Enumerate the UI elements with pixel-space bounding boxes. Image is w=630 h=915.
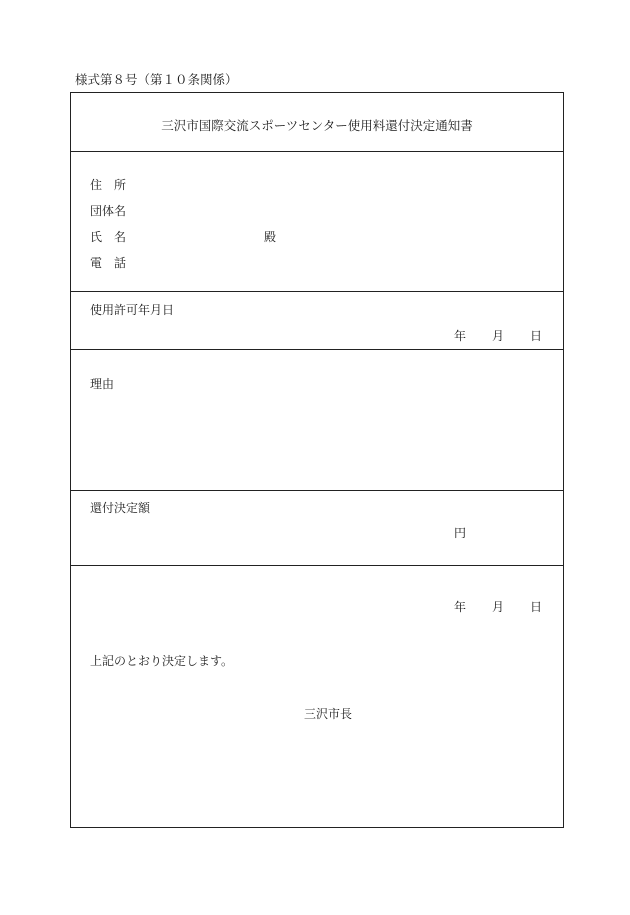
permit-day-label: 日 xyxy=(530,329,543,343)
decision-month-label: 月 xyxy=(492,600,505,614)
notice-form xyxy=(70,92,564,828)
reason-label: 理由 xyxy=(90,377,115,391)
address-label: 住 所 xyxy=(90,178,127,192)
title-section xyxy=(71,93,563,151)
permit-month-label: 月 xyxy=(492,329,505,343)
refund-amount-label: 還付決定額 xyxy=(90,501,151,515)
permit-year-label: 年 xyxy=(454,329,467,343)
honorific-text: 殿 xyxy=(264,230,277,244)
decision-statement: 上記のとおり決定します。 xyxy=(90,654,234,668)
recipient-section xyxy=(71,151,563,291)
permit-date-section xyxy=(71,291,563,349)
refund-amount-section xyxy=(71,490,563,565)
yen-unit: 円 xyxy=(454,526,467,540)
decision-year-label: 年 xyxy=(454,600,467,614)
issuer-name: 三沢市長 xyxy=(304,707,353,721)
form-title: 三沢市国際交流スポーツセンター使用料還付決定通知書 xyxy=(161,118,473,133)
permit-date-label: 使用許可年月日 xyxy=(90,303,175,317)
decision-section xyxy=(71,565,563,827)
decision-day-label: 日 xyxy=(530,600,543,614)
phone-label: 電 話 xyxy=(90,256,127,270)
reason-section xyxy=(71,349,563,490)
name-label: 氏 名 xyxy=(90,230,127,244)
form-number: 様式第８号（第１０条関係） xyxy=(75,72,238,87)
group-label: 団体名 xyxy=(90,204,127,218)
